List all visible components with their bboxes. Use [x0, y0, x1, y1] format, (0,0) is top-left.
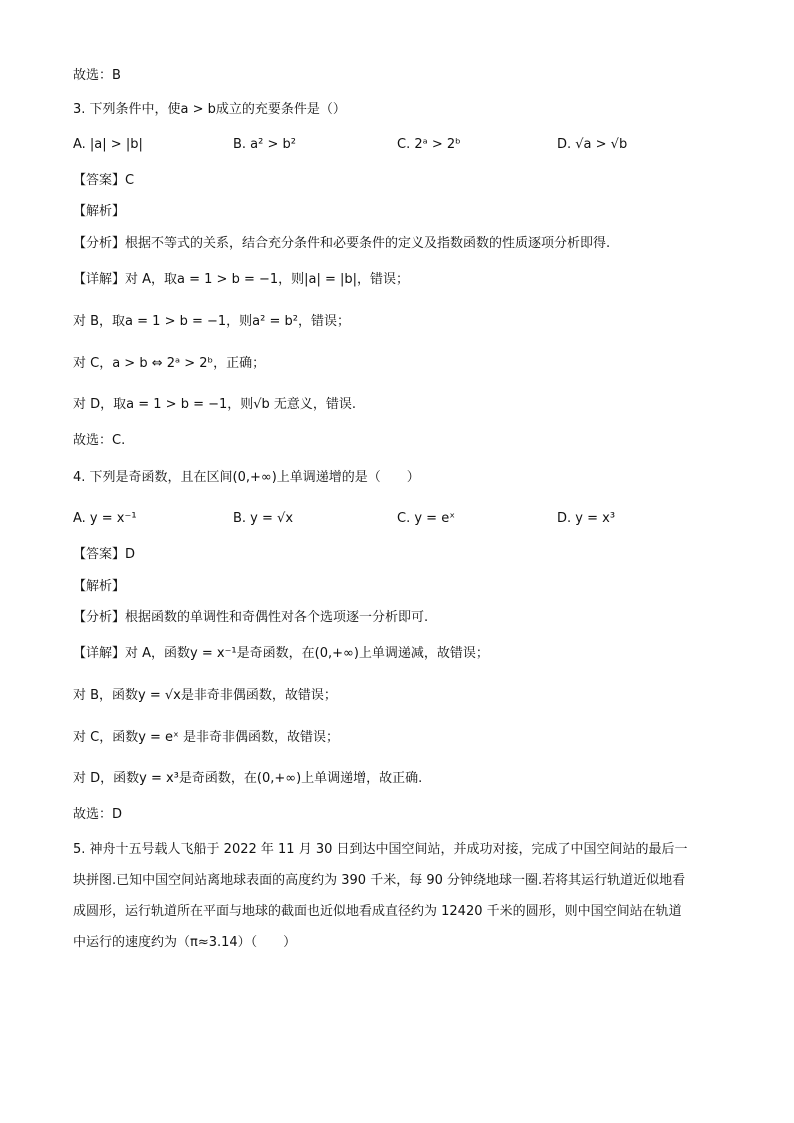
- q4-option-d: D. y = x³: [557, 511, 616, 526]
- q3-option-b: B. a² > b²: [233, 137, 296, 152]
- question-3: 3. 下列条件中，使a > b成立的充要条件是（）: [73, 102, 346, 117]
- q3-detail-c: 对 C，a > b ⇔ 2ᵃ > 2ᵇ，正确；: [73, 356, 266, 371]
- q5-line-4: 中运行的速度约为（π≈3.14）（ ）: [73, 935, 297, 950]
- q3-detail-d: 对 D，取a = 1 > b = −1，则√b 无意义，错误.: [73, 397, 357, 412]
- q3-option-a: A. |a| > |b|: [73, 137, 143, 152]
- answer-select-b: 故选：B: [73, 68, 121, 83]
- q4-detail-b: 对 B，函数y = √x是非奇非偶函数，故错误；: [73, 688, 337, 703]
- q5-line-2: 块拼图.已知中国空间站离地球表面的高度约为 390 千米，每 90 分钟绕地球一圈.若将其运行轨道近似地看: [73, 873, 686, 888]
- q4-analysis-heading: 【解析】: [73, 579, 126, 594]
- q4-option-b: B. y = √x: [233, 511, 294, 526]
- q4-detail-c: 对 C，函数y = eˣ 是非奇非偶函数，故错误；: [73, 730, 339, 745]
- q3-select: 故选：C.: [73, 433, 126, 448]
- q4-detail-a: 【详解】对 A，函数y = x⁻¹是奇函数，在(0,+∞)上单调递减，故错误；: [73, 646, 489, 661]
- q4-select: 故选：D: [73, 807, 123, 822]
- q4-answer: 【答案】D: [73, 547, 136, 562]
- q5-line-1: 5. 神舟十五号载人飞船于 2022 年 11 月 30 日到达中国空间站，并成功对接，完成了中国空间站的最后一: [73, 842, 688, 857]
- q3-option-d: D. √a > √b: [557, 137, 628, 152]
- q3-fenxi: 【分析】根据不等式的关系，结合充分条件和必要条件的定义及指数函数的性质逐项分析即得.: [73, 236, 611, 251]
- q4-option-a: A. y = x⁻¹: [73, 511, 137, 526]
- q3-option-c: C. 2ᵃ > 2ᵇ: [397, 137, 461, 152]
- q4-fenxi: 【分析】根据函数的单调性和奇偶性对各个选项逐一分析即可.: [73, 610, 429, 625]
- q5-line-3: 成圆形，运行轨道所在平面与地球的截面也近似地看成直径约为 12420 千米的圆形，则中国空间站在轨道: [73, 904, 682, 919]
- q4-option-c: C. y = eˣ: [397, 511, 455, 526]
- q3-detail-b: 对 B，取a = 1 > b = −1，则a² = b²，错误；: [73, 314, 350, 329]
- question-4: 4. 下列是奇函数，且在区间(0,+∞)上单调递增的是（ ）: [73, 470, 420, 485]
- q3-detail-a: 【详解】对 A，取a = 1 > b = −1，则|a| = |b|，错误；: [73, 272, 410, 287]
- question-5: [73, 834, 723, 958]
- q4-detail-d: 对 D，函数y = x³是奇函数，在(0,+∞)上单调递增，故正确.: [73, 771, 423, 786]
- q3-answer: 【答案】C: [73, 173, 135, 188]
- q3-analysis-heading: 【解析】: [73, 204, 126, 219]
